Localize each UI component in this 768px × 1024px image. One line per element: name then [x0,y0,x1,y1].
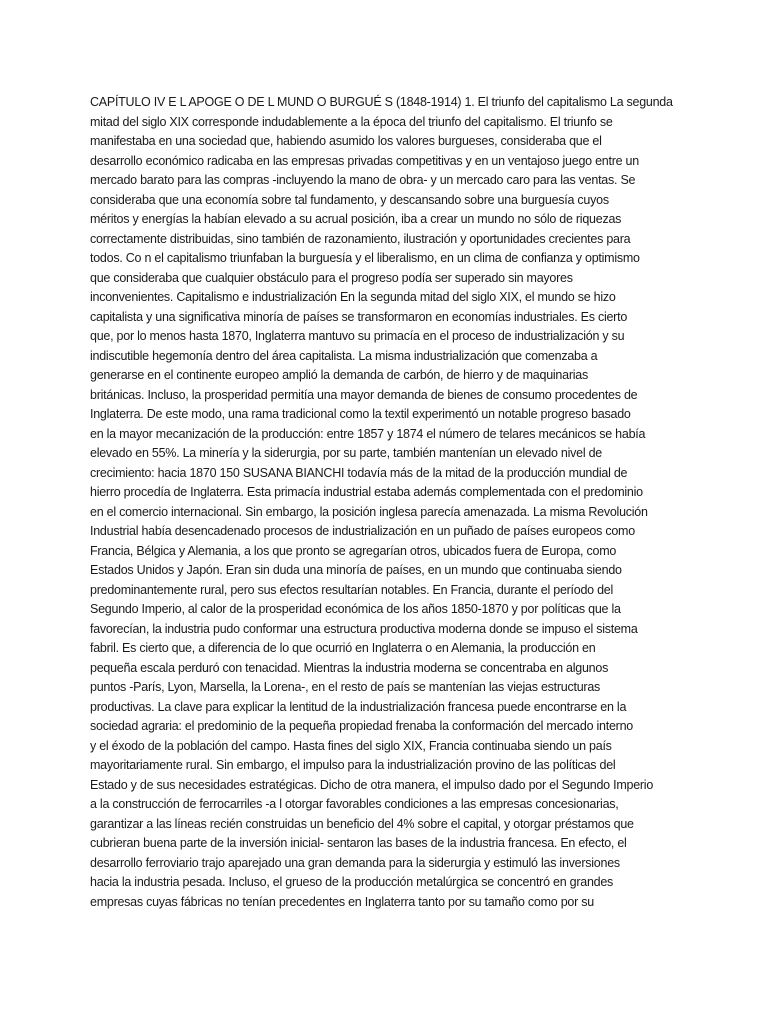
text-line-41: hacia la industria pesada. Incluso, el grueso de la producción metalúrgica se concentró en grandes [90,875,614,889]
text-line-4: desarrollo económico radicaba en las empresas privadas competitivas y en un ventajoso juego entre un [90,153,639,168]
text-line-18: en la mayor mecanización de la producción: entre 1857 y 1874 el número de telares mecánicos se había [90,426,646,441]
text-line-19: elevado en 55%. La minería y la siderurgia, por su parte, también mantenían un elevado nivel de [90,446,602,460]
text-line-23: Industrial había desencadenado procesos de industrialización en un puñado de países europeos como [90,524,635,538]
text-line-5: mercado barato para las compras -incluyendo la mano de obra- y un mercado caro para las ventas. Se [90,173,636,187]
text-line-28: favorecían, la industria pudo conformar una estructura productiva moderna donde se impuso el sistema [90,621,638,636]
text-line-9: todos. Co n el capitalismo triunfaban la burguesía y el liberalismo, en un clima de confianza y optimismo [90,251,640,265]
text-line-20: crecimiento: hacia 1870 150 SUSANA BIANCHI todavía más de la mitad de la producción mundial de [90,465,628,480]
text-line-15: generarse en el continente europeo amplió la demanda de carbón, de hierro y de maquinarias [90,368,588,382]
text-line-2: mitad del siglo XIX corresponde indudablemente a la época del triunfo del capitalismo. El triunfo se [90,114,613,129]
text-line-30: pequeña escala perduró con tenacidad. Mientras la industria moderna se concentraba en algunos [90,660,609,675]
text-line-3: manifestaba en una sociedad que, habiendo asumido los valores burgueses, consideraba que el [90,134,602,148]
text-line-24: Francia, Bélgica y Alemania, a los que pronto se agregarían otros, ubicados fuera de Europa, como [90,543,617,558]
text-line-26: predominantemente rural, pero sus efectos resultarían notables. En Francia, durante el período del [90,582,614,597]
text-line-31: puntos -París, Lyon, Marsella, la Lorena-, en el resto de país se mantenían las viejas estructuras [90,680,601,694]
text-line-38: garantizar a las líneas recién construidas un beneficio del 4% sobre el capital, y otorgar préstamos que [90,816,634,831]
text-line-7: méritos y energías la habían elevado a su acrual posición, iba a crear un mundo no sólo de riquezas [90,212,622,226]
text-line-34: y el éxodo de la población del campo. Hasta fines del siglo XIX, Francia continuaba siendo un país [90,738,612,753]
text-line-40: desarrollo ferroviario trajo aparejado una gran demanda para la siderurgia y estimuló las inversiones [90,855,620,870]
text-line-21: hierro procedía de Inglaterra. Esta primacía industrial estaba además complementada con el predominio [90,485,643,499]
text-line-8: correctamente distribuidas, sino también de razonamiento, ilustración y oportunidades crecientes para [90,231,631,246]
text-line-27: Segundo Imperio, al calor de la prosperidad económica de los años 1850-1870 y por políticas que la [90,602,621,616]
text-line-36: Estado y de sus necesidades estratégicas. Dicho de otra manera, el impulso dado por el Segundo Imperio [90,777,654,792]
text-line-16: británicas. Incluso, la prosperidad permitía una mayor demanda de bienes de consumo procedentes de [90,387,638,402]
text-line-33: sociedad agraria: el predominio de la pequeña propiedad frenaba la conformación del mercado interno [90,719,633,733]
text-line-13: que, por lo menos hasta 1870, Inglaterra mantuvo su primacía en el proceso de industrialización y su [90,329,625,343]
text-line-37: a la construcción de ferrocarriles -a l otorgar favorables condiciones a las empresas concesionarias, [90,797,619,811]
text-line-12: capitalista y una significativa minoría de países se transformaron en economías industriales. Es cierto [90,309,628,324]
text-line-29: fabril. Es cierto que, a diferencia de lo que ocurrió en Inglaterra o en Alemania, la producción en [90,641,596,655]
text-line-22: en el comercio internacional. Sin embargo, la posición inglesa parecía amenazada. La misma Revolución [90,504,648,519]
text-line-14: indiscutible hegemonía dentro del área capitalista. La misma industrialización que comenzaba a [90,348,598,363]
text-line-42: empresas cuyas fábricas no tenían precedentes en Inglaterra tanto por su tamaño como por su [90,894,594,909]
body-text [90,93,690,912]
text-line-32: productivas. La clave para explicar la lentitud de la industrialización francesa puede encontrarse en la [90,699,627,714]
text-line-25: Estados Unidos y Japón. Eran sin duda una minoría de países, en un mundo que continuaba siendo [90,563,622,577]
text-line-35: mayoritariamente rural. Sin embargo, el impulso para la industrialización provino de las políticas del [90,758,616,772]
text-line-1: CAPÍTULO IV E L APOGE O DE L MUND O BURGUÉ S (1848-1914) 1. El triunfo del capitalismo La segunda [90,95,673,109]
text-line-17: Inglaterra. De este modo, una rama tradicional como la textil experimentó un notable progreso basado [90,407,631,421]
text-line-6: consideraba que una economía sobre tal fundamento, y descansando sobre una burguesía cuyos [90,192,609,207]
text-line-10: que consideraba que cualquier obstáculo para el progreso podía ser superado sin mayores [90,270,573,285]
text-line-11: inconvenientes. Capitalismo e industrialización En la segunda mitad del siglo XIX, el mundo se hizo [90,290,616,304]
text-line-39: cubrieran buena parte de la inversión inicial- sentaron las bases de la industria francesa. En efecto, el [90,836,627,850]
